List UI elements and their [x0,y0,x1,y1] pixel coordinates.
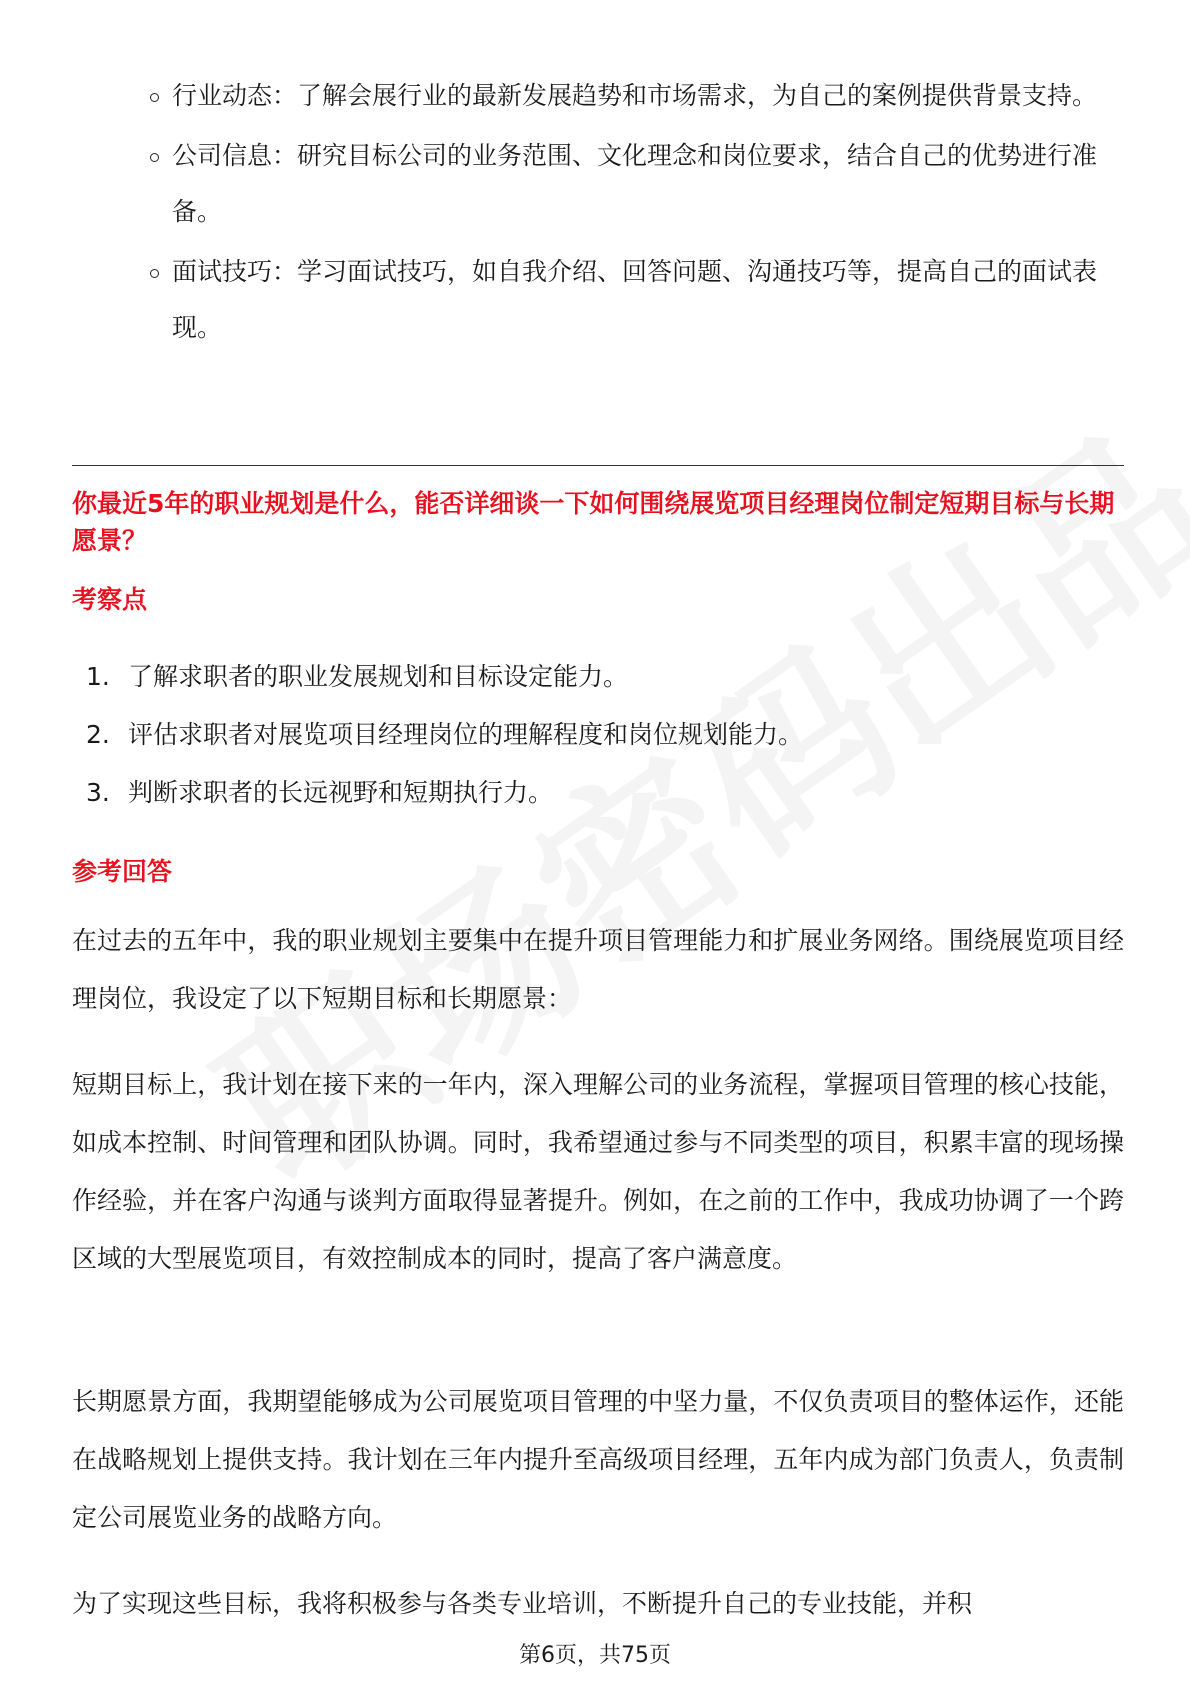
question-title: 你最近5年的职业规划是什么，能否详细谈一下如何围绕展览项目经理岗位制定短期目标与长期愿景？ [72,489,1115,555]
section-divider [72,465,1124,466]
page-number: 第6页，共75页 [519,1643,671,1668]
kaocha-list [86,648,1116,822]
list-item: 1. 了解求职者的职业发展规划和目标设定能力。 [86,662,629,691]
answer-paragraph: 为了实现这些目标，我将积极参与各类专业培训，不断提升自己的专业技能，并积 [72,1589,973,1618]
list-item: 面试技巧：学习面试技巧，如自我介绍、回答问题、沟通技巧等，提高自己的面试表现。 [150,244,1110,356]
list-item: 3. 判断求职者的长远视野和短期执行力。 [86,778,554,807]
document-page [72,0,1124,1684]
cankao-heading: 参考回答 [72,857,173,886]
answer-paragraph: 短期目标上，我计划在接下来的一年内，深入理解公司的业务流程，掌握项目管理的核心技能，如成本控制、时间管理和团队协调。同时，我希望通过参与不同类型的项目，积累丰富的现场操作经验，并在客户沟通与谈判方面取得显著提升。例如，在之前的工作中，我成功协调了一个跨区域的大型展览项目，有效控制成本的同时，提高了客户满意度。 [72,1070,1124,1273]
circle-bullet-icon [150,153,159,162]
circle-bullet-icon [150,269,159,278]
circle-bullet-icon [150,93,159,102]
list-item: 行业动态：了解会展行业的最新发展趋势和市场需求，为自己的案例提供背景支持。 [150,68,1110,124]
answer-paragraph: 长期愿景方面，我期望能够成为公司展览项目管理的中坚力量，不仅负责项目的整体运作，还能在战略规划上提供支持。我计划在三年内提升至高级项目经理，五年内成为部门负责人，负责制定公司展览业务的战略方向。 [72,1387,1124,1532]
answer-paragraph: 在过去的五年中，我的职业规划主要集中在提升项目管理能力和扩展业务网络。围绕展览项目经理岗位，我设定了以下短期目标和长期愿景： [72,926,1124,1013]
list-item: 公司信息：研究目标公司的业务范围、文化理念和岗位要求，结合自己的优势进行准备。 [150,128,1110,240]
kaocha-heading: 考察点 [72,585,148,614]
list-item: 2. 评估求职者对展览项目经理岗位的理解程度和岗位规划能力。 [86,720,804,749]
prep-bullet-list [150,68,1110,360]
